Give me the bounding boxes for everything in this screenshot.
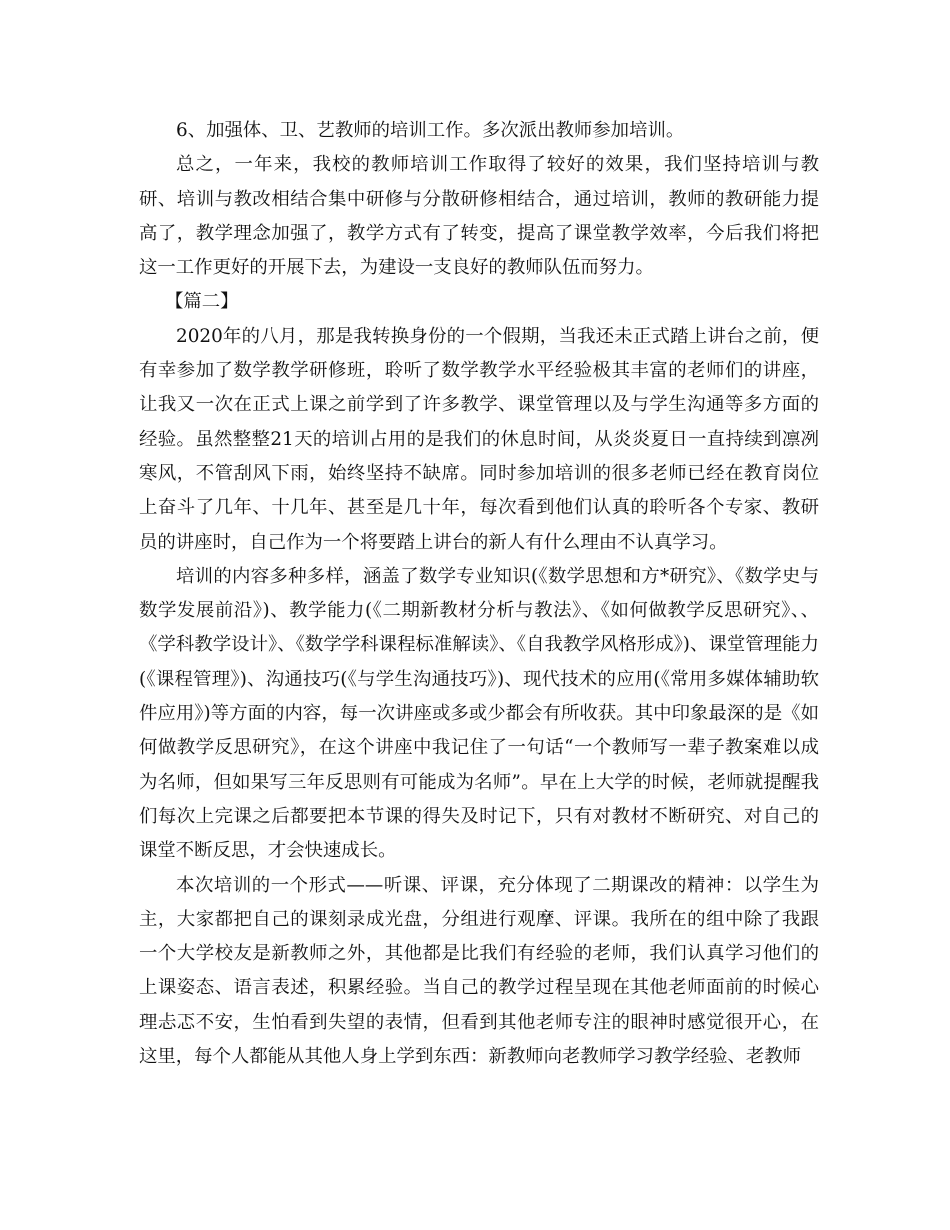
paragraph-item-6: 6、加强体、卫、艺教师的培训工作。多次派出教师参加培训。 [176,120,685,141]
paragraph-intro: 2020年的八月，那是我转换身份的一个假期，当我还未正式踏上讲台之前，便有幸参加了数学教学研修班，聆听了数学教学水平经验极其丰富的老师们的讲座，让我又一次在正式上课之前学到了许多教学、课堂管理以及与学生沟通等多方面的经验。虽然整整21天的培训占用的是我们的休息时间，从炎炎夏日一直持续到凛冽寒风，不管刮风下雨，始终坚持不缺席。同时参加培训的很多老师已经在教育岗位上奋斗了几年、十几年、甚至是几十年，每次看到他们认真的聆听各个专家、教研员的讲座时，自己作为一个将要踏上讲台的新人有什么理由不认真学习。 [139,325,819,553]
paragraph-lesson-review: 本次培训的一个形式——听课、评课，充分体现了二期课改的精神：以学生为主，大家都把自己的课刻录成光盘，分组进行观摩、评课。我所在的组中除了我跟一个大学校友是新教师之外，其他都是比我们有经验的老师，我们认真学习他们的上课姿态、语言表述，积累经验。当自己的教学过程呈现在其他老师面前的时候心理忐忑不安，生怕看到失望的表情，但看到其他老师专注的眼神时感觉很开心，在这里，每个人都能从其他人身上学到东西：新教师向老教师学习教学经验、老教师 [139,874,819,1068]
section-heading: 【篇二】 [165,291,239,313]
document-body [139,114,819,1074]
paragraph-training-content: 培训的内容多种多样，涵盖了数学专业知识(《数学思想和方*研究》、《数学史与数学发展前沿》)、教学能力(《二期新教材分析与教法》、《如何做教学反思研究》、、《学科教学设计》、《数学学科课程标准解读》、《自我教学风格形成》)、课堂管理能力(《课程管理》)、沟通技巧(《与学生沟通技巧》)、现代技术的应用(《常用多媒体辅助软件应用》)等方面的内容，每一次讲座或多或少都会有所收获。其中印象最深的是《如何做教学反思研究》，在这个讲座中我记住了一句话“一个教师写一辈子教案难以成为名师，但如果写三年反思则有可能成为名师”。早在上大学的时候，老师就提醒我们每次上完课之后都要把本节课的得失及时记下，只有对教材不断研究、对自己的课堂不断反思，才会快速成长。 [139,565,819,862]
paragraph-summary: 总之，一年来，我校的教师培训工作取得了较好的效果，我们坚持培训与教研、培训与教改相结合集中研修与分散研修相结合，通过培训，教师的教研能力提高了，教学理念加强了，教学方式有了转变，提高了课堂教学效率，今后我们将把这一工作更好的开展下去，为建设一支良好的教师队伍而努力。 [139,154,819,279]
